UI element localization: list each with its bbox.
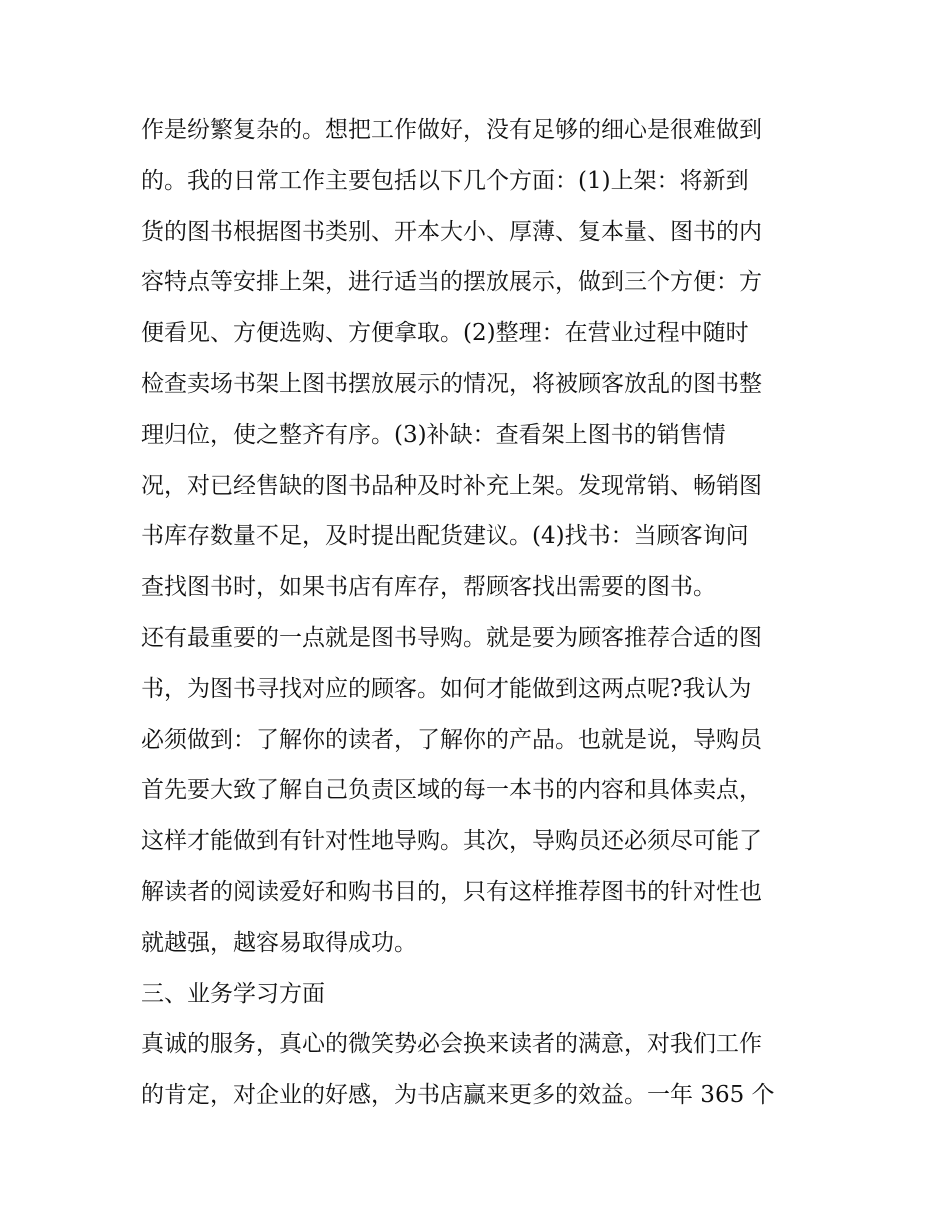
text-line: 就越强，越容易取得成功。	[141, 929, 417, 956]
text-line: 理归位，使之整齐有序。(3)补缺：查看架上图书的销售情	[141, 421, 726, 448]
text-line: 的肯定，对企业的好感，为书店赢来更多的效益。一年 365 个	[141, 1082, 775, 1109]
text-line: 容特点等安排上架，进行适当的摆放展示，做到三个方便：方	[141, 269, 762, 296]
text-line: 作是纷繁复杂的。想把工作做好，没有足够的细心是很难做到	[141, 117, 762, 143]
text-line: 便看见、方便选购、方便拿取。(2)整理：在营业过程中随时	[141, 320, 749, 347]
text-line: 的。我的日常工作主要包括以下几个方面：(1)上架：将新到	[141, 167, 749, 194]
text-line: 必须做到：了解你的读者，了解你的产品。也就是说，导购员	[141, 726, 762, 753]
text-line: 检查卖场书架上图书摆放展示的情况，将被顾客放乱的图书整	[141, 370, 762, 397]
text-line: 书，为图书寻找对应的顾客。如何才能做到这两点呢?我认为	[141, 675, 752, 702]
body-text	[141, 105, 821, 1121]
text-line: 查找图书时，如果书店有库存，帮顾客找出需要的图书。	[141, 574, 716, 601]
text-line: 况，对已经售缺的图书品种及时补充上架。发现常销、畅销图	[141, 472, 762, 499]
text-line: 还有最重要的一点就是图书导购。就是要为顾客推荐合适的图	[141, 624, 762, 651]
text-line: 这样才能做到有针对性地导购。其次，导购员还必须尽可能了	[141, 828, 762, 855]
text-line: 首先要大致了解自己负责区域的每一本书的内容和具体卖点，	[141, 777, 762, 804]
text-line: 真诚的服务，真心的微笑势必会换来读者的满意，对我们工作	[141, 1031, 762, 1058]
text-line: 解读者的阅读爱好和购书目的，只有这样推荐图书的针对性也	[141, 878, 762, 905]
section-heading: 三、业务学习方面	[141, 980, 325, 1007]
text-line: 书库存数量不足，及时提出配货建议。(4)找书：当顾客询问	[141, 523, 749, 550]
text-line: 货的图书根据图书类别、开本大小、厚薄、复本量、图书的内	[141, 218, 762, 245]
